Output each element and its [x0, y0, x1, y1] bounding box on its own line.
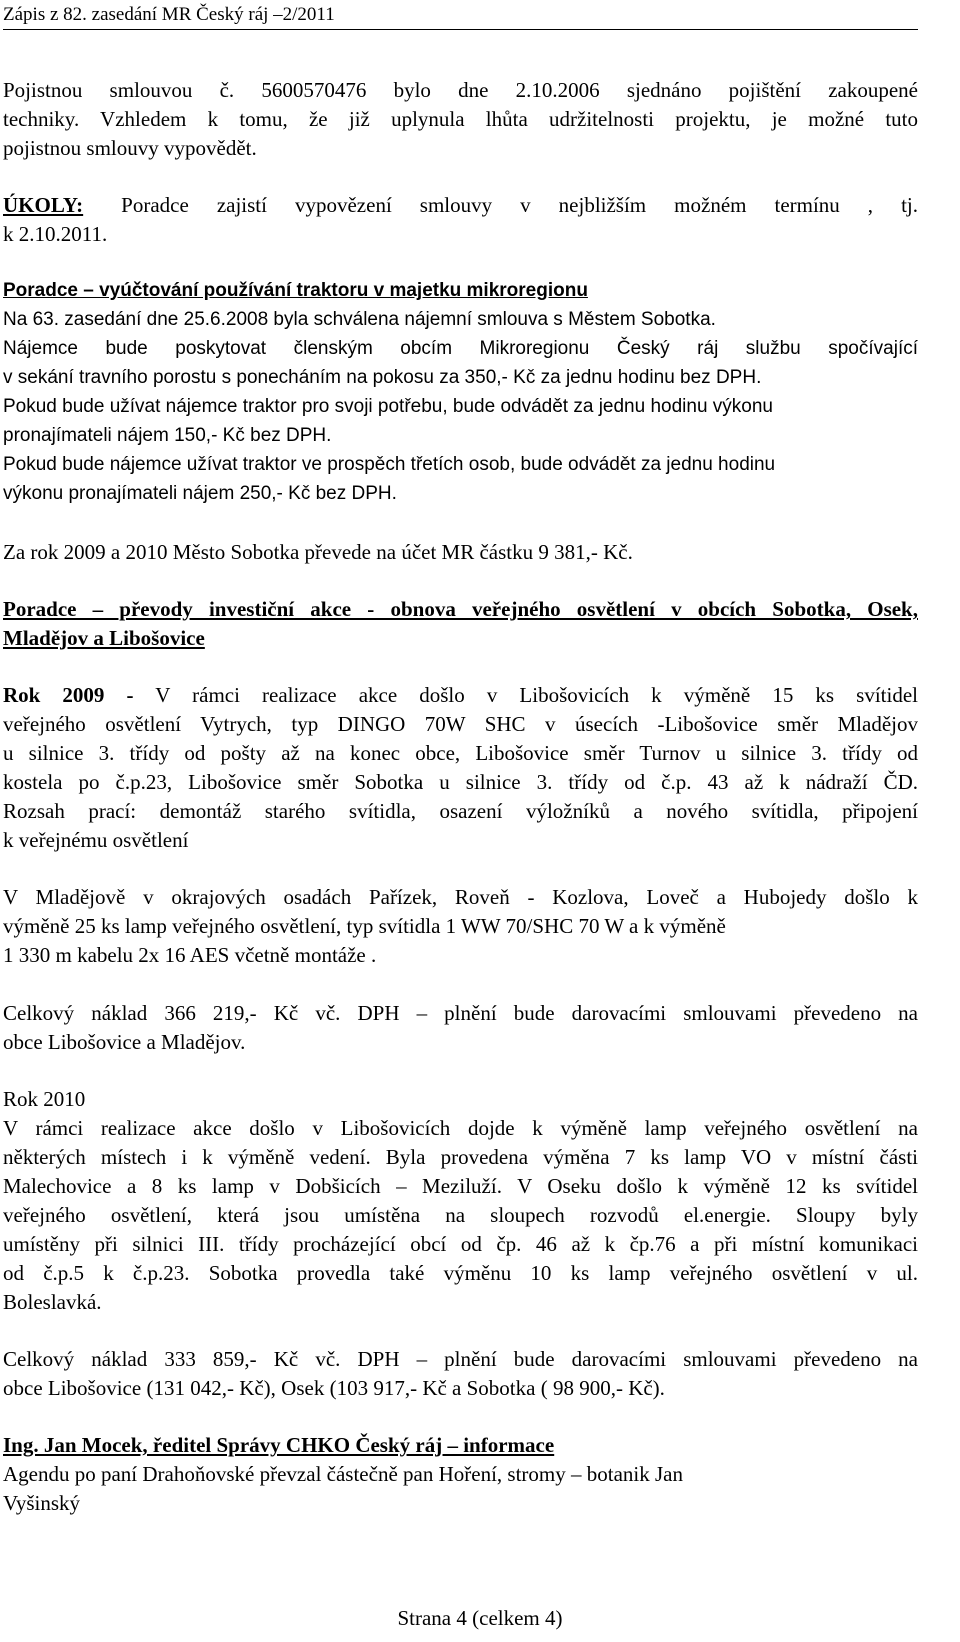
traktor-line-2: Nájemce bude poskytovat členským obcím Mikroregionu Český ráj službu spočívající [3, 338, 918, 359]
chko-line-2: Vyšinský [3, 1491, 81, 1515]
rok2010-line-4: veřejného osvětlení, která jsou umístěna na sloupech rozvodů el.energie. Sloupy byly [3, 1203, 918, 1227]
chko-heading: Ing. Jan Mocek, ředitel Správy CHKO Český ráj – informace [3, 1433, 555, 1457]
mladejov-line-2: výměně 25 ks lamp veřejného osvětlení, typ svítidla 1 WW 70/SHC 70 W a k výměně [3, 914, 726, 938]
rok2010-line-5: umístěny při silnici III. třídy procházející obcí od čp. 46 až k čp.76 a při místní komunikaci [3, 1232, 918, 1256]
osvetleni-heading-line-2: Mladějov a Libošovice [3, 626, 205, 650]
rok2010-line-2: některých místech i k výměně vedení. Byla provedena výměna 7 ks lamp VO v místní části [3, 1145, 918, 1169]
naklad2010-line-2: obce Libošovice (131 042,- Kč), Osek (103 917,- Kč a Sobotka ( 98 900,- Kč). [3, 1376, 665, 1400]
insurance-line-1: Pojistnou smlouvou č. 5600570476 bylo dne 2.10.2006 sjednáno pojištění zakoupené [3, 78, 918, 102]
rok2009-text: V rámci realizace akce došlo v Libošovicích k výměně 15 ks svítidel [155, 683, 919, 707]
page-header-title: Zápis z 82. zasedání MR Český ráj –2/2011 [3, 4, 335, 25]
rok2009-line-4: kostela po č.p.23, Libošovice směr Sobotka u silnice 3. třídy od č.p. 43 až k nádraží ČD. [3, 770, 918, 794]
ukoly-line-1 [3, 191, 918, 220]
traktor-line-3: v sekání travního porostu s ponecháním na pokosu za 350,- Kč za jednu hodinu bez DPH. [3, 367, 762, 388]
traktor-line-4: Pokud bude užívat nájemce traktor pro svoji potřebu, bude odvádět za jednu hodinu výkonu [3, 396, 774, 417]
mladejov-line-1: V Mladějově v okrajových osadách Pařízek, Roveň - Kozlova, Loveč a Hubojedy došlo k [3, 885, 918, 909]
traktor-heading: Poradce – vyúčtování používání traktoru v majetku mikroregionu [3, 280, 588, 301]
insurance-line-2: techniky. Vzhledem k tomu, že již uplynula lhůta udržitelnosti projektu, je možné tuto [3, 107, 918, 131]
insurance-line-3: pojistnou smlouvy vypovědět. [3, 136, 257, 160]
ukoly-text: Poradce zajistí vypovězení smlouvy v nejbližším možném termínu , tj. [121, 193, 918, 217]
naklad2009-line-2: obce Libošovice a Mladějov. [3, 1030, 246, 1054]
header-divider [3, 29, 918, 30]
rok2009-line-5: Rozsah prací: demontáž starého svítidla, osazení výložníků a nového svítidla, připojení [3, 799, 918, 823]
rok2010-label: Rok 2010 [3, 1087, 86, 1111]
traktor-line-5: pronajímateli nájem 150,- Kč bez DPH. [3, 425, 332, 446]
rok2010-line-6: od č.p.5 k č.p.23. Sobotka provedla také výměnu 10 ks lamp veřejného osvětlení v ul. [3, 1261, 918, 1285]
sobotka-payment: Za rok 2009 a 2010 Město Sobotka převede na účet MR částku 9 381,- Kč. [3, 540, 633, 564]
osvetleni-heading-line-1: Poradce – převody investiční akce - obnova veřejného osvětlení v obcích Sobotka, Osek, [3, 597, 918, 621]
chko-line-1: Agendu po paní Drahoňovské převzal částečně pan Hoření, stromy – botanik Jan [3, 1462, 683, 1486]
page-footer: Strana 4 (celkem 4) [397, 1606, 563, 1630]
rok2010-line-3: Malechovice a 8 ks lamp v Dobšicích – Meziluží. V Oseku došlo k výměně 12 ks svítidel [3, 1174, 918, 1198]
naklad2009-line-1: Celkový náklad 366 219,- Kč vč. DPH – plnění bude darovacími smlouvami převedeno na [3, 1001, 918, 1025]
ukoly-line-2: k 2.10.2011. [3, 222, 108, 246]
traktor-line-7: výkonu pronajímateli nájem 250,- Kč bez DPH. [3, 483, 397, 504]
rok2009-line-6: k veřejnému osvětlení [3, 828, 189, 852]
traktor-line-6: Pokud bude nájemce užívat traktor ve prospěch třetích osob, bude odvádět za jednu hodinu [3, 454, 776, 475]
rok2009-label: Rok 2009 - [3, 683, 134, 707]
rok2010-line-7: Boleslavká. [3, 1290, 102, 1314]
mladejov-line-3: 1 330 m kabelu 2x 16 AES včetně montáže . [3, 943, 377, 967]
rok2009-line-3: u silnice 3. třídy od pošty až na konec obce, Libošovice směr Turnov u silnice 3. třídy od [3, 741, 918, 765]
traktor-line-1: Na 63. zasedání dne 25.6.2008 byla schválena nájemní smlouva s Městem Sobotka. [3, 309, 716, 330]
rok2009-line-2: veřejného osvětlení Vytrych, typ DINGO 70W SHC v úsecích -Libošovice směr Mladějov [3, 712, 918, 736]
naklad2010-line-1: Celkový náklad 333 859,- Kč vč. DPH – plnění bude darovacími smlouvami převedeno na [3, 1347, 918, 1371]
ukoly-label: ÚKOLY: [3, 193, 84, 217]
rok2009-line-1 [3, 681, 918, 710]
rok2010-line-1: V rámci realizace akce došlo v Libošovicích dojde k výměně lamp veřejného osvětlení na [3, 1116, 918, 1140]
